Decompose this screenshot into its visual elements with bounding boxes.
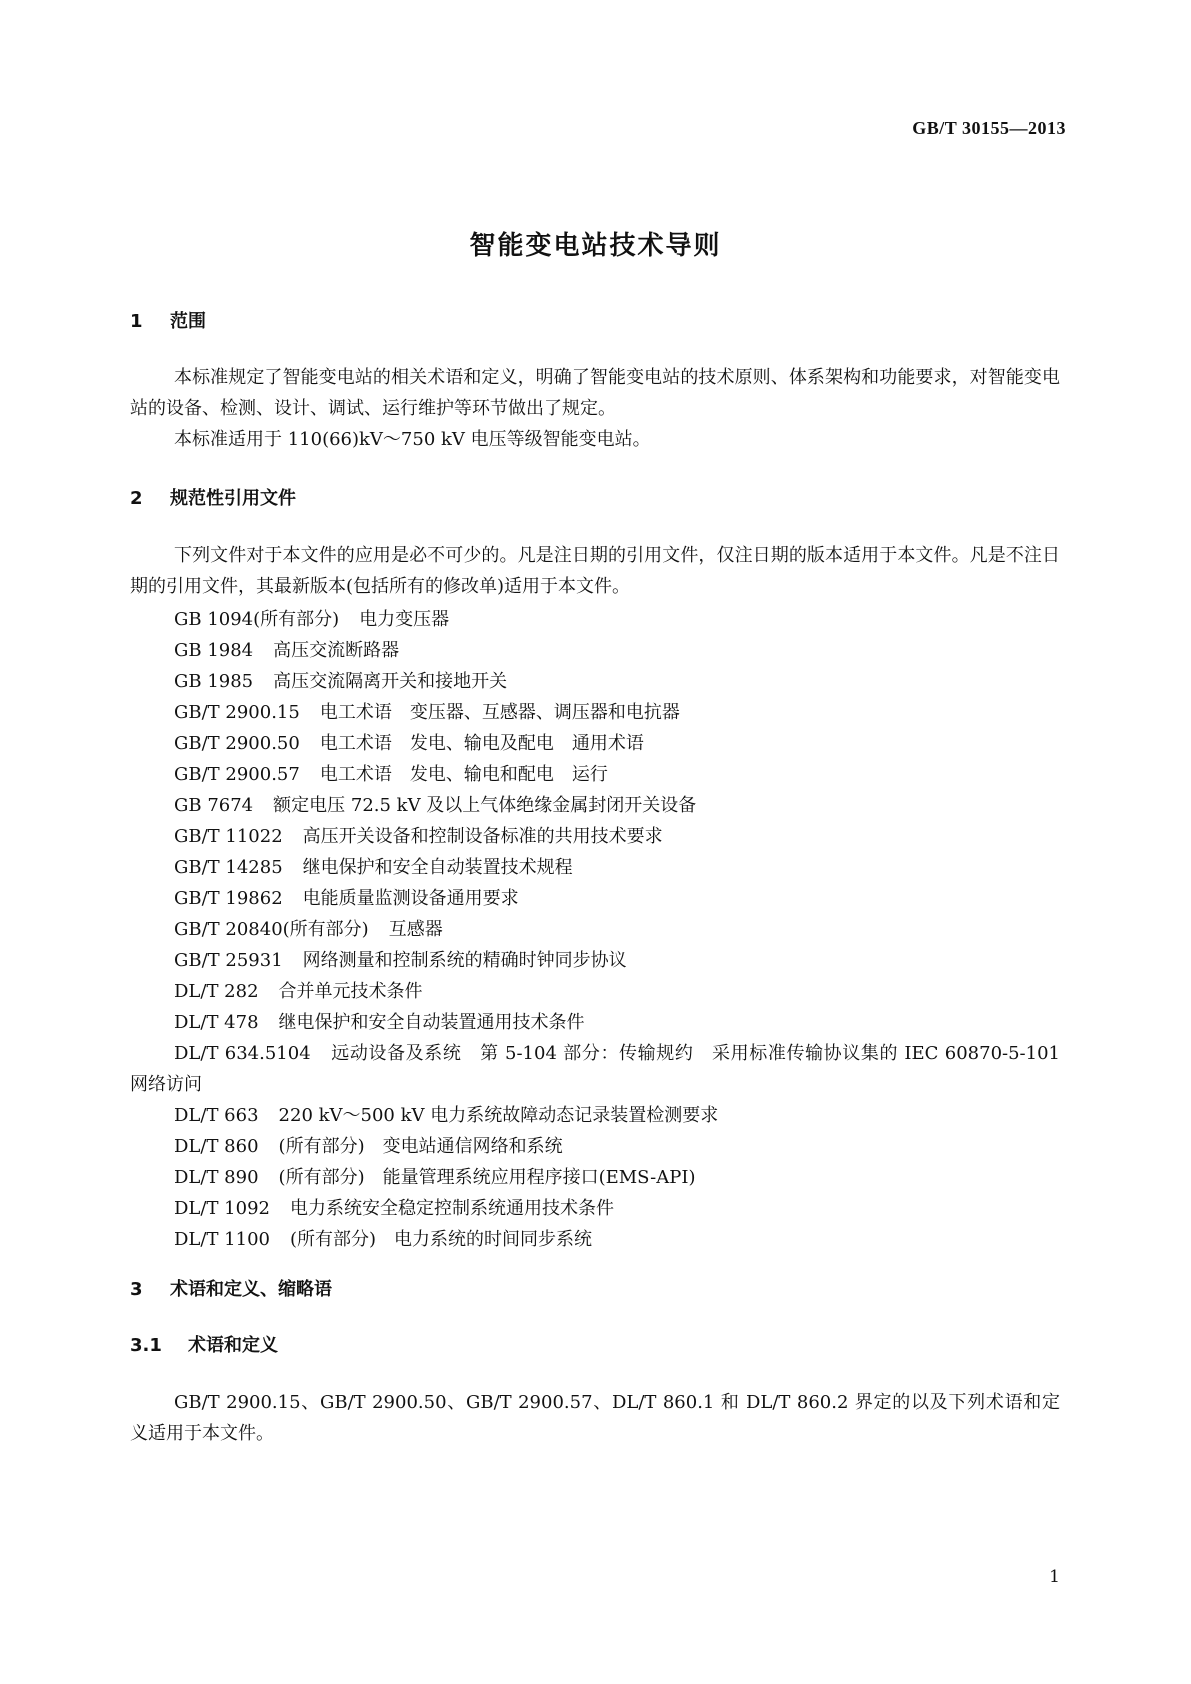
reference-code: DL/T 1092 — [174, 1198, 270, 1219]
reference-title: 220 kV～500 kV 电力系统故障动态记录装置检测要求 — [278, 1105, 719, 1126]
reference-list — [130, 604, 1060, 1255]
reference-item — [130, 852, 1060, 883]
reference-code: DL/T 634.5104 — [174, 1043, 311, 1064]
section-title: 范围 — [170, 311, 206, 332]
reference-title: 电力变压器 — [359, 609, 450, 630]
reference-code: GB 1984 — [174, 640, 254, 661]
reference-item — [130, 1224, 1060, 1255]
reference-item — [130, 635, 1060, 666]
reference-title: 电工术语 发电、输电及配电 通用术语 — [319, 733, 644, 754]
document-title: 智能变电站技术导则 — [469, 231, 722, 261]
section-3-heading — [130, 1275, 332, 1301]
reference-code: DL/T 663 — [174, 1105, 259, 1126]
section-number: 1 — [130, 311, 143, 332]
references-intro: 下列文件对于本文件的应用是必不可少的。凡是注日期的引用文件，仅注日期的版本适用于本文件。凡是不注日期的引用文件，其最新版本(包括所有的修改单)适用于本文件。 — [130, 545, 1060, 597]
reference-code: GB/T 11022 — [174, 826, 283, 847]
reference-title: 互感器 — [388, 919, 443, 940]
reference-item — [130, 1193, 1060, 1224]
reference-code: GB 7674 — [174, 795, 254, 816]
reference-code: DL/T 1100 — [174, 1229, 270, 1250]
section-3-1-heading — [130, 1331, 278, 1357]
section-title: 术语和定义、缩略语 — [170, 1279, 332, 1300]
reference-code: DL/T 282 — [174, 981, 259, 1002]
reference-item — [130, 914, 1060, 945]
reference-item — [130, 1038, 1060, 1100]
reference-title: (所有部分) 变电站通信网络和系统 — [278, 1136, 563, 1157]
terms-intro-paragraph: GB/T 2900.15、GB/T 2900.50、GB/T 2900.57、DL/T 860.1 和 DL/T 860.2 界定的以及下列术语和定义适用于本文件。 — [130, 1392, 1060, 1444]
reference-item — [130, 697, 1060, 728]
reference-title: 远动设备及系统 第 5-104 部分：传输规约 采用标准传输协议集的 IEC 60870-5-101 网络访问 — [130, 1043, 1060, 1095]
reference-item — [130, 1131, 1060, 1162]
reference-item — [130, 1007, 1060, 1038]
reference-title: 网络测量和控制系统的精确时钟同步协议 — [302, 950, 627, 971]
section-title: 规范性引用文件 — [170, 488, 296, 509]
reference-title: 电工术语 发电、输电和配电 运行 — [319, 764, 608, 785]
reference-code: GB/T 14285 — [174, 857, 283, 878]
reference-code: DL/T 890 — [174, 1167, 259, 1188]
reference-title: 合并单元技术条件 — [278, 981, 423, 1002]
reference-code: GB/T 2900.57 — [174, 764, 300, 785]
reference-title: 额定电压 72.5 kV 及以上气体绝缘金属封闭开关设备 — [273, 795, 697, 816]
reference-code: DL/T 860 — [174, 1136, 259, 1157]
reference-code: GB/T 2900.50 — [174, 733, 300, 754]
section-number: 2 — [130, 488, 143, 509]
reference-item — [130, 604, 1060, 635]
reference-title: 高压开关设备和控制设备标准的共用技术要求 — [302, 826, 663, 847]
reference-item — [130, 759, 1060, 790]
reference-code: DL/T 478 — [174, 1012, 259, 1033]
reference-item — [130, 666, 1060, 697]
reference-item — [130, 976, 1060, 1007]
reference-code: GB 1985 — [174, 671, 254, 692]
scope-paragraph-1: 本标准规定了智能变电站的相关术语和定义，明确了智能变电站的技术原则、体系架构和功能要求，对智能变电站的设备、检测、设计、调试、运行维护等环节做出了规定。 — [130, 367, 1060, 419]
reference-title: 高压交流隔离开关和接地开关 — [273, 671, 508, 692]
reference-code: GB 1094(所有部分) — [174, 609, 340, 630]
reference-item — [130, 1100, 1060, 1131]
reference-title: (所有部分) 能量管理系统应用程序接口(EMS-API) — [278, 1167, 696, 1188]
reference-title: 电工术语 变压器、互感器、调压器和电抗器 — [319, 702, 680, 723]
standard-code: GB/T 30155—2013 — [912, 118, 1066, 138]
reference-title: 继电保护和安全自动装置技术规程 — [302, 857, 573, 878]
reference-item — [130, 821, 1060, 852]
page-number: 1 — [1049, 1567, 1060, 1587]
reference-title: 电力系统安全稳定控制系统通用技术条件 — [290, 1198, 614, 1219]
reference-item — [130, 883, 1060, 914]
reference-title: 电能质量监测设备通用要求 — [302, 888, 519, 909]
section-2-heading — [130, 484, 296, 510]
reference-code: GB/T 20840(所有部分) — [174, 919, 369, 940]
reference-item — [130, 945, 1060, 976]
reference-code: GB/T 19862 — [174, 888, 283, 909]
scope-paragraph-2: 本标准适用于 110(66)kV～750 kV 电压等级智能变电站。 — [174, 429, 651, 450]
reference-item — [130, 728, 1060, 759]
reference-code: GB/T 25931 — [174, 950, 283, 971]
section-number: 3.1 — [130, 1335, 162, 1356]
reference-title: 继电保护和安全自动装置通用技术条件 — [278, 1012, 585, 1033]
reference-title: (所有部分) 电力系统的时间同步系统 — [290, 1229, 593, 1250]
reference-title: 高压交流断路器 — [273, 640, 400, 661]
section-number: 3 — [130, 1279, 143, 1300]
section-title: 术语和定义 — [188, 1335, 278, 1356]
reference-item — [130, 790, 1060, 821]
reference-code: GB/T 2900.15 — [174, 702, 300, 723]
section-1-heading — [130, 307, 206, 333]
reference-item — [130, 1162, 1060, 1193]
